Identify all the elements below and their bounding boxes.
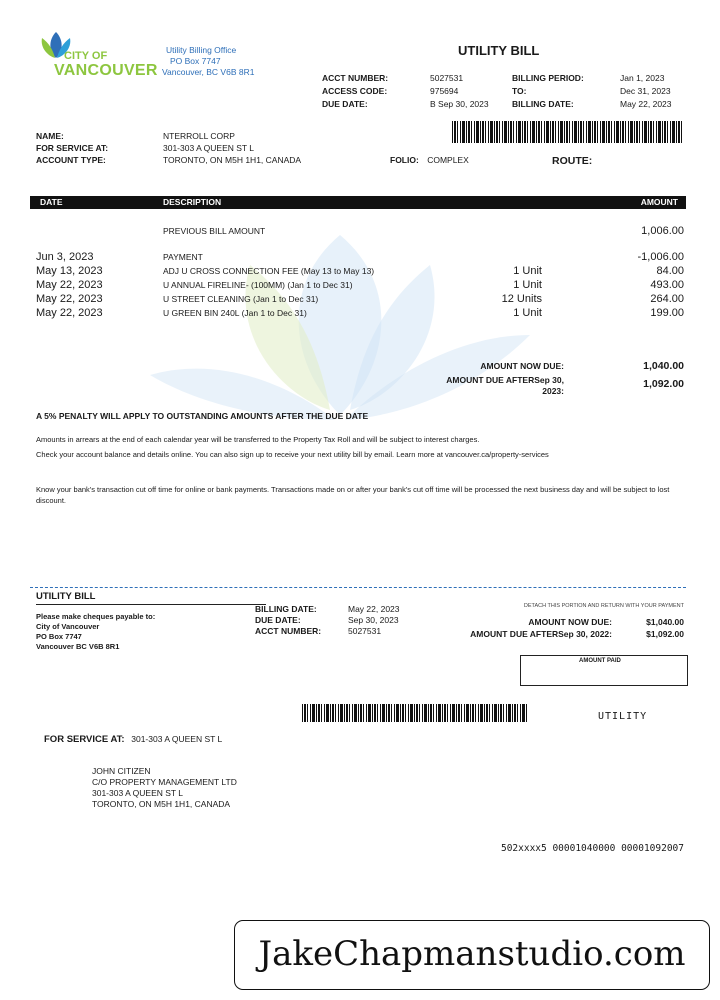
col-date: DATE <box>40 197 63 207</box>
mailing-address <box>92 766 237 810</box>
detach-line <box>30 587 686 588</box>
row-date: May 22, 2023 <box>36 279 103 291</box>
due-date: B Sep 30, 2023 <box>430 99 489 109</box>
row-amount: 84.00 <box>656 265 684 277</box>
row-description: PAYMENT <box>163 252 203 262</box>
payable-line3: PO Box 7747 <box>36 632 82 641</box>
billing-period-label: BILLING PERIOD: <box>512 73 584 83</box>
stub-service-value: 301-303 A QUEEN ST L <box>131 734 223 744</box>
acct-values <box>430 72 489 111</box>
row-amount: 199.00 <box>650 307 684 319</box>
period-labels <box>512 72 584 111</box>
folio-value: COMPLEX <box>427 155 469 165</box>
stub-payable <box>36 612 155 652</box>
acct-labels <box>322 72 388 111</box>
logo-line2: VANCOUVER <box>54 62 158 79</box>
office-box: PO Box 7747 <box>170 56 221 66</box>
stub-billing-date-label: BILLING DATE: <box>255 604 317 614</box>
total-after-label-2: 2023: <box>542 386 564 396</box>
service-address: 301-303 A QUEEN ST L <box>163 143 255 153</box>
to-date: Dec 31, 2023 <box>620 86 671 96</box>
route-label: ROUTE: <box>552 155 593 167</box>
note-bank: Know your bank's transaction cut off time for online or bank payments. Transactions made on or after your bank's cut off time will be processed the next business day and will be subject to lost discount. <box>36 485 670 505</box>
stub-values <box>348 604 400 637</box>
row-description: U STREET CLEANING (Jan 1 to Dec 31) <box>163 294 319 304</box>
address-line3: 301-303 A QUEEN ST L <box>92 788 184 798</box>
address-line1: JOHN CITIZEN <box>92 766 151 776</box>
billing-date-label: BILLING DATE: <box>512 99 574 109</box>
stub-service-label: FOR SERVICE AT: <box>44 734 125 745</box>
penalty-notice: A 5% PENALTY WILL APPLY TO OUTSTANDING AMOUNTS AFTER THE DUE DATE <box>36 411 369 421</box>
logo-line1: CITY OF <box>64 50 108 62</box>
note-online: Check your account balance and details online. You can also sign up to receive your next utility bill by email. Learn more at vancouver.ca/property-services <box>36 450 549 459</box>
total-after-label <box>446 375 564 397</box>
row-date: May 22, 2023 <box>36 293 103 305</box>
stub-now-value: $1,040.00 <box>646 617 684 627</box>
previous-bill-amount: 1,006.00 <box>641 225 684 237</box>
row-quantity: 1 Unit <box>513 265 542 277</box>
row-description: ADJ U CROSS CONNECTION FEE (May 13 to May 13) <box>163 266 375 276</box>
watermark-box <box>234 920 710 990</box>
stub-service <box>44 734 222 745</box>
col-amount: AMOUNT <box>640 197 678 207</box>
stub-barcode <box>302 704 528 722</box>
access-code-label: ACCESS CODE: <box>322 86 388 96</box>
account-barcode <box>452 121 684 143</box>
previous-bill-desc: PREVIOUS BILL AMOUNT <box>163 226 266 236</box>
stub-now-label: AMOUNT NOW DUE: <box>528 617 612 627</box>
stub-title-rule <box>36 604 266 605</box>
office-name: Utility Billing Office <box>166 45 237 55</box>
row-quantity: 12 Units <box>501 293 542 305</box>
folio-label: FOLIO: <box>390 155 419 165</box>
stub-due-date: Sep 30, 2023 <box>348 615 399 625</box>
total-now-value: 1,040.00 <box>643 360 684 372</box>
service-label: FOR SERVICE AT: <box>36 143 109 153</box>
total-after-label-1: AMOUNT DUE AFTERSep 30, <box>446 375 564 385</box>
stub-billing-date: May 22, 2023 <box>348 604 400 614</box>
stub-due-date-label: DUE DATE: <box>255 615 301 625</box>
row-amount: 493.00 <box>650 279 684 291</box>
period-values <box>620 72 672 111</box>
due-date-label: DUE DATE: <box>322 99 368 109</box>
row-date: May 22, 2023 <box>36 307 103 319</box>
row-date: Jun 3, 2023 <box>36 251 94 263</box>
customer-name: NTERROLL CORP <box>163 131 235 141</box>
city-logo <box>36 30 166 82</box>
row-amount: -1,006.00 <box>637 251 684 263</box>
address-line4: TORONTO, ON M5H 1H1, CANADA <box>92 799 231 809</box>
stub-title: UTILITY BILL <box>36 591 96 602</box>
acct-number: 5027531 <box>430 73 464 83</box>
total-after-value: 1,092.00 <box>643 378 684 390</box>
customer-values <box>163 130 301 166</box>
stub-labels <box>255 604 321 637</box>
name-label: NAME: <box>36 131 64 141</box>
total-now-label: AMOUNT NOW DUE: <box>480 361 564 371</box>
scan-line: 502xxxx5 00001040000 00001092007 <box>500 843 684 854</box>
customer-labels <box>36 130 108 166</box>
payable-line2: City of Vancouver <box>36 622 100 631</box>
billing-period: Jan 1, 2023 <box>620 73 665 83</box>
stub-after-label: AMOUNT DUE AFTERSep 30, 2022: <box>470 629 612 639</box>
stub-detach-note: DETACH THIS PORTION AND RETURN WITH YOUR PAYMENT <box>523 603 684 609</box>
folio <box>390 155 469 165</box>
access-code: 975694 <box>430 86 459 96</box>
stub-utility-label: UTILITY <box>598 711 648 722</box>
stub-acct: 5027531 <box>348 626 382 636</box>
row-date: May 13, 2023 <box>36 265 103 277</box>
col-description: DESCRIPTION <box>163 197 222 207</box>
table-header <box>30 196 686 209</box>
page-title: UTILITY BILL <box>458 43 540 58</box>
row-description: U GREEN BIN 240L (Jan 1 to Dec 31) <box>163 308 307 318</box>
payable-line1: Please make cheques payable to: <box>36 612 156 621</box>
note-arrears: Amounts in arrears at the end of each calendar year will be transferred to the Property Tax Roll and will be subject to interest charges. <box>36 435 480 444</box>
stub-acct-label: ACCT NUMBER: <box>255 626 322 636</box>
watermark-text: JakeChapmanstudio.com <box>258 934 686 974</box>
address-line2: C/O PROPERTY MANAGEMENT LTD <box>92 777 237 787</box>
billing-date: May 22, 2023 <box>620 99 672 109</box>
office-address <box>162 45 255 78</box>
to-label: TO: <box>512 86 527 96</box>
row-description: U ANNUAL FIRELINE- (100MM) (Jan 1 to Dec 31) <box>163 280 353 290</box>
row-quantity: 1 Unit <box>513 279 542 291</box>
office-city: Vancouver, BC V6B 8R1 <box>162 67 255 77</box>
payable-line4: Vancouver BC V6B 8R1 <box>36 642 120 651</box>
row-quantity: 1 Unit <box>513 307 542 319</box>
amount-paid-box[interactable] <box>520 655 688 686</box>
account-type: TORONTO, ON M5H 1H1, CANADA <box>163 155 302 165</box>
acct-number-label: ACCT NUMBER: <box>322 73 389 83</box>
stub-after-value: $1,092.00 <box>646 629 684 639</box>
type-label: ACCOUNT TYPE: <box>36 155 106 165</box>
amount-paid-label: AMOUNT PAID <box>579 658 621 664</box>
row-amount: 264.00 <box>650 293 684 305</box>
